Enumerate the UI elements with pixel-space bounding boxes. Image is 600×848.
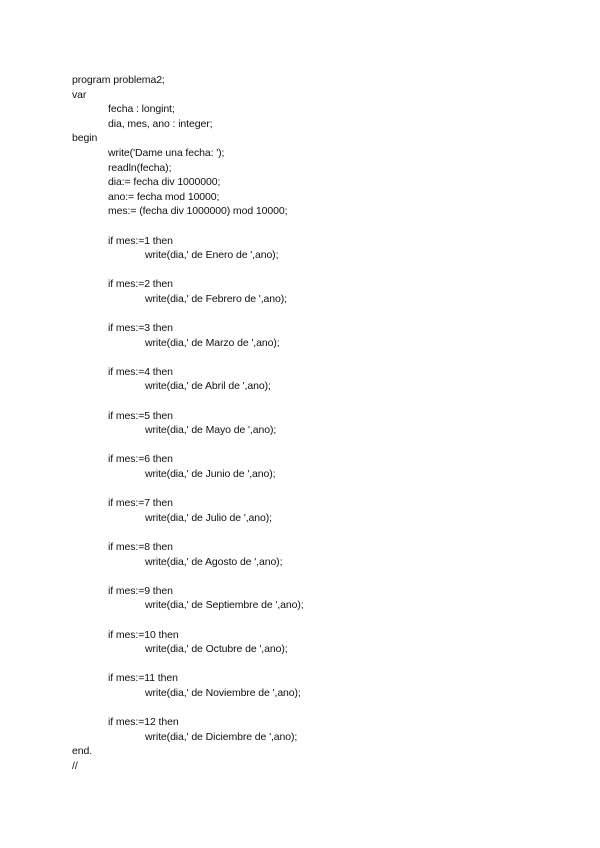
code-line: mes:= (fecha div 1000000) mod 10000; bbox=[108, 205, 288, 218]
blank-line bbox=[72, 263, 572, 278]
blank-line bbox=[72, 350, 572, 365]
code-line: write(dia,' de Diciembre de ',ano); bbox=[145, 730, 298, 743]
blank-line bbox=[72, 482, 572, 497]
code-line: write(dia,' de Abril de ',ano); bbox=[145, 380, 271, 393]
code-line: if mes:=1 then bbox=[108, 234, 173, 247]
code-line: if mes:=9 then bbox=[108, 584, 173, 597]
code-line: if mes:=12 then bbox=[108, 716, 179, 729]
blank-line bbox=[72, 701, 572, 716]
code-line: write(dia,' de Agosto de ',ano); bbox=[145, 555, 283, 568]
code-line: end. bbox=[72, 745, 93, 758]
blank-line bbox=[72, 569, 572, 584]
code-line: if mes:=5 then bbox=[108, 409, 173, 422]
code-line: write(dia,' de Mayo de ',ano); bbox=[145, 424, 277, 437]
code-line: if mes:=6 then bbox=[108, 453, 173, 466]
code-line: if mes:=7 then bbox=[108, 497, 173, 510]
code-line: write(dia,' de Julio de ',ano); bbox=[145, 511, 272, 524]
code-line: write(dia,' de Febrero de ',ano); bbox=[145, 292, 287, 305]
code-line: dia, mes, ano : integer; bbox=[108, 117, 213, 130]
blank-line bbox=[72, 657, 572, 672]
code-line: write(dia,' de Octubre de ',ano); bbox=[145, 643, 288, 656]
blank-line bbox=[72, 394, 572, 409]
code-line: readln(fecha); bbox=[108, 161, 172, 174]
code-line: if mes:=4 then bbox=[108, 365, 173, 378]
code-line: begin bbox=[72, 132, 98, 145]
code-line: write(dia,' de Septiembre de ',ano); bbox=[145, 599, 304, 612]
code-line: if mes:=10 then bbox=[108, 628, 179, 641]
code-line: dia:= fecha div 1000000; bbox=[108, 176, 221, 189]
code-line: var bbox=[72, 88, 87, 101]
code-line: program problema2; bbox=[72, 74, 165, 86]
code-line: write(dia,' de Marzo de ',ano); bbox=[145, 336, 280, 349]
code-line: write(dia,' de Noviembre de ',ano); bbox=[145, 686, 301, 699]
blank-line bbox=[72, 525, 572, 540]
code-line: fecha : longint; bbox=[108, 103, 175, 116]
code-line: // bbox=[72, 759, 78, 772]
code-line: ano:= fecha mod 10000; bbox=[108, 190, 220, 203]
code-line: if mes:=8 then bbox=[108, 541, 173, 553]
code-line: write(dia,' de Junio de ',ano); bbox=[145, 468, 276, 481]
code-listing bbox=[72, 73, 572, 774]
code-line: write('Dame una fecha: '); bbox=[108, 146, 225, 159]
code-line: if mes:=11 then bbox=[108, 672, 178, 685]
code-line: if mes:=2 then bbox=[108, 278, 173, 291]
code-line: if mes:=3 then bbox=[108, 322, 173, 335]
blank-line bbox=[72, 613, 572, 628]
blank-line bbox=[72, 438, 572, 453]
blank-line bbox=[72, 307, 572, 322]
blank-line bbox=[72, 219, 572, 234]
code-line: write(dia,' de Enero de ',ano); bbox=[145, 249, 279, 262]
